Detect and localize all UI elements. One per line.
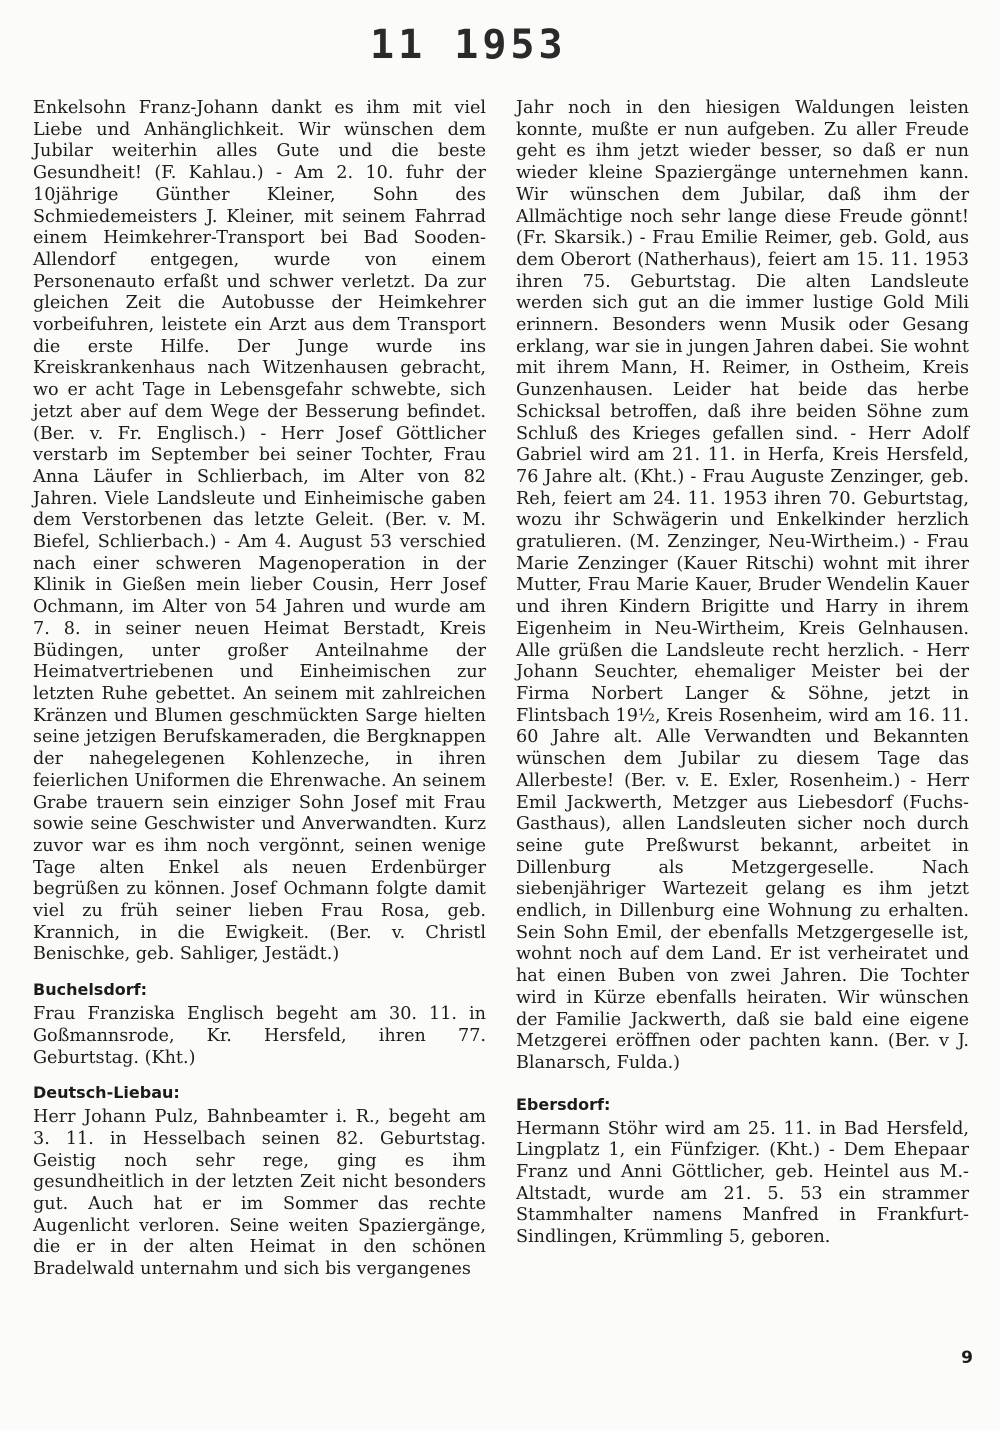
- paragraph: Hermann Stöhr wird am 25. 11. in Bad Hersfeld, Lingplatz 1, ein Fünfziger. (Kht.) - Dem Ehepaar Franz und Anni Göttlicher, geb. Heintel aus M.-Altstadt, wurde am 21. 5. 53 ein strammer Stammhalter namens Manfred in Frankfurt-Sindlingen, Krümmling 5, geboren.: [516, 1118, 969, 1248]
- left-column: [33, 98, 486, 1281]
- right-column: [516, 98, 969, 1249]
- paragraph: Enkelsohn Franz-Johann dankt es ihm mit viel Liebe und Anhänglichkeit. Wir wünschen dem Jubilar weiterhin alles Gute und die beste Gesundheit! (F. Kahlau.) - Am 2. 10. fuhr der 10jährige Günther Kleiner, Sohn des Schmiedemeisters J. Kleiner, mit seinem Fahrrad einem Heimkehrer-Transport bei Bad Sooden-Allendorf entgegen, wurde von einem Personenauto erfaßt und schwer verletzt. Da zur gleichen Zeit die Autobusse der Heimkehrer vorbeifuhren, leistete ein Arzt aus dem Transport die erste Hilfe. Der Junge wurde ins Kreiskrankenhaus nach Witzenhausen gebracht, wo er acht Tage in Lebensgefahr schwebte, sich jetzt aber auf dem Wege der Besserung befindet. (Ber. v. Fr. Englisch.) - Herr Josef Göttlicher verstarb im September bei seiner Tochter, Frau Anna Läufer in Schlierbach, im Alter von 82 Jahren. Viele Landsleute und Einheimische gaben dem Verstorbenen das letzte Geleit. (Ber. v. M. Biefel, Schlierbach.) - Am 4. August 53 verschied nach einer schweren Magenoperation in der Klinik in Gießen mein lieber Cousin, Herr Josef Ochmann, im Alter von 54 Jahren und wurde am 7. 8. in seiner neuen Heimat Berstadt, Kreis Büdingen, unter großer Anteilnahme der Heimatvertriebenen und Einheimischen zur letzten Ruhe gebettet. An seinem mit zahlreichen Kränzen und Blumen geschmückten Sarge hielten seine jetzigen Berufskameraden, die Bergknappen der nahegelegenen Kohlenzeche, in ihren feierlichen Uniformen die Ehrenwache. An seinem Grabe trauern sein einziger Sohn Josef mit Frau sowie seine Geschwister und Anverwandten. Kurz zuvor war es ihm noch vergönnt, seinen wenige Tage alten Enkel als neuen Erdenbürger begrüßen zu können. Josef Ochmann folgte damit viel zu früh seiner lieben Frau Rosa, geb. Krannich, in die Ewigkeit. (Ber. v. Christl Benischke, geb. Sahliger, Jestädt.): [33, 98, 486, 965]
- section-heading-ebersdorf: Ebersdorf:: [516, 1094, 611, 1114]
- paragraph: Jahr noch in den hiesigen Waldungen leisten konnte, mußte er nun aufgeben. Zu aller Freude geht es ihm jetzt wieder besser, so daß er nun wieder kleine Spaziergänge unternehmen kann. Wir wünschen dem Jubilar, daß ihm der Allmächtige noch sehr lange diese Freude gönnt! (Fr. Skarsik.) - Frau Emilie Reimer, geb. Gold, aus dem Oberort (Natherhaus), feiert am 15. 11. 1953 ihren 75. Geburtstag. Die alten Landsleute werden sich gut an die immer lustige Gold Mili erinnern. Besonders wenn Musik oder Gesang erklang, war sie in jungen Jahren dabei. Sie wohnt mit ihrem Mann, H. Reimer, in Ostheim, Kreis Gunzenhausen. Leider hat beide das herbe Schicksal betroffen, daß ihre beiden Söhne zum Schluß des Krieges gefallen sind. - Herr Adolf Gabriel wird am 21. 11. in Herfa, Kreis Hersfeld, 76 Jahre alt. (Kht.) - Frau Auguste Zenzinger, geb. Reh, feiert am 24. 11. 1953 ihren 70. Geburtstag, wozu ihr Schwägerin und Enkelkinder herzlich gratulieren. (M. Zenzinger, Neu-Wirtheim.) - Frau Marie Zenzinger (Kauer Ritschi) wohnt mit ihrer Mutter, Frau Marie Kauer, Bruder Wendelin Kauer und ihren Kindern Brigitte und Harry in ihrem Eigenheim in Neu-Wirtheim, Kreis Gelnhausen. Alle grüßen die Landsleute recht herzlich. - Herr Johann Seuchter, ehemaliger Meister bei der Firma Norbert Langer & Söhne, jetzt in Flintsbach 19½, Kreis Rosenheim, wird am 16. 11. 60 Jahre alt. Alle Verwandten und Bekannten wünschen dem Jubilar zu diesem Tage das Allerbeste! (Ber. v. E. Exler, Rosenheim.) - Herr Emil Jackwerth, Metzger aus Liebesdorf (Fuchs-Gasthaus), allen Landsleuten sicher noch durch seine gute Preßwurst bekannt, arbeitet in Dillenburg als Metzgergeselle. Nach siebenjähriger Wartezeit gelang es ihm jetzt endlich, in Dillenburg eine Wohnung zu erhalten. Sein Sohn Emil, der ebenfalls Metzgergeselle ist, wohnt noch auf dem Land. Er ist verheiratet und hat einen Buben von zwei Jahren. Die Tochter wird in Kürze ebenfalls heiraten. Wir wünschen der Familie Jackwerth, daß sie bald eine eigene Metzgerei eröffnen oder pachten kann. (Ber. v J. Blanarsch, Fulda.): [516, 98, 969, 1073]
- paragraph: Frau Franziska Englisch begeht am 30. 11. in Goßmannsrode, Kr. Hersfeld, ihren 77. Geburtstag. (Kht.): [33, 1004, 486, 1068]
- page-number: 9: [961, 1348, 973, 1368]
- issue-stamp: 11 1953: [370, 22, 567, 68]
- section-heading-deutsch-liebau: Deutsch-Liebau:: [33, 1083, 180, 1103]
- section-heading-buchelsdorf: Buchelsdorf:: [33, 980, 148, 1000]
- paragraph: Herr Johann Pulz, Bahnbeamter i. R., begeht am 3. 11. in Hesselbach seinen 82. Geburtstag. Geistig noch sehr rege, ging es ihm gesundheitlich in der letzten Zeit nicht besonders gut. Auch hat er im Sommer das rechte Augenlicht verloren. Seine weiten Spaziergänge, die er in der alten Heimat in den schönen Bradelwald unternahm und sich bis vergangenes: [33, 1107, 486, 1280]
